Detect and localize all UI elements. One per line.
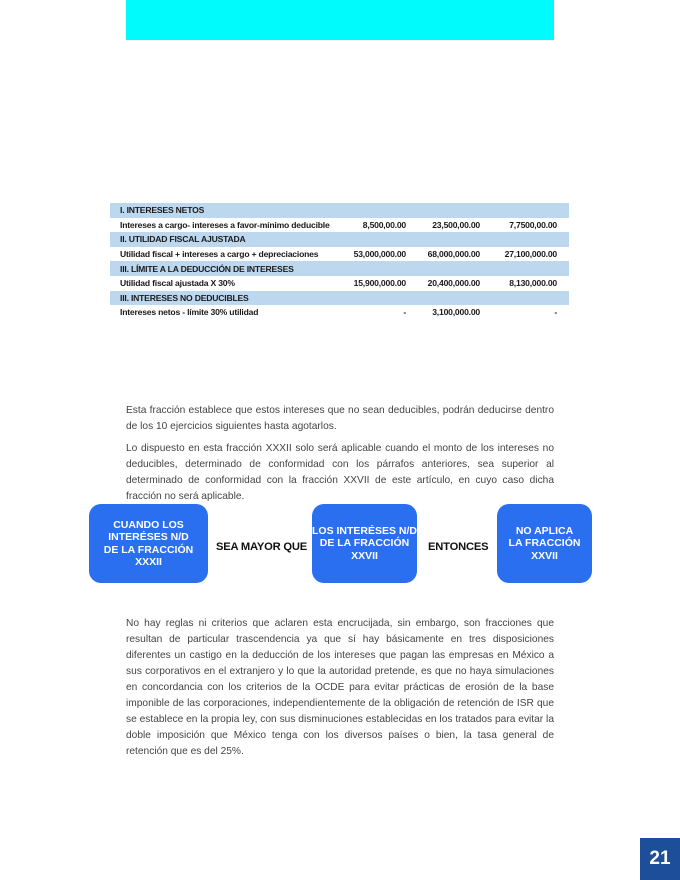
row-value: 3,100,000.00 [432, 307, 480, 318]
row-label: III. LÍMITE A LA DEDUCCIÓN DE INTERESES [120, 263, 294, 274]
row-value: 8,500,00.00 [362, 219, 406, 230]
row-label: II. UTILIDAD FISCAL AJUSTADA [120, 234, 246, 245]
table-row [110, 276, 569, 291]
row-label: Intereses netos - límite 30% utilidad [120, 307, 259, 318]
flow-box-fraccion-xxxii: CUANDO LOS INTERÉSES N/D DE LA FRACCIÓN XXXII [89, 504, 208, 583]
row-value: 7,7500,00.00 [509, 219, 557, 230]
row-label: Intereses a cargo- intereses a favor-mínimo deducible [120, 219, 330, 230]
table-section-header [110, 291, 569, 306]
page-number: 21 [640, 838, 680, 880]
row-value: - [554, 307, 557, 318]
top-color-band [126, 0, 554, 40]
paragraph-analysis: No hay reglas ni criterios que aclaren esta encrucijada, sin embargo, son fracciones que resultan de particular trascendencia ya que sí hay básicamente en tres disposiciones diferentes un castigo en la deducción de los intereses que pagan las empresas en México a sus corporativos en el extranjero y lo que la autoridad pretende, es que no haya simulaciones en concordancia con los criterios de la OCDE para evitar prácticas de erosión de la base imponible de las corporaciones, independientemente de la obligación de retención de ISR que se establece en la propia ley, con sus disminuciones establecidas en los tratados para evitar la doble imposición que México tenga con los diversos países o bien, la tasa general de retención que es del 25%. [126, 618, 554, 758]
row-value: 53,000,000.00 [353, 249, 406, 260]
paragraph-carryforward: Esta fracción establece que estos intereses que no sean deducibles, podrán deducirse dentro de los 10 ejercicios siguientes hasta agotarlos. [126, 405, 554, 433]
row-value: 23,500,00.00 [432, 219, 480, 230]
row-value: 27,100,000.00 [504, 249, 557, 260]
table-row [110, 218, 569, 233]
flow-connector-mayor: SEA MAYOR QUE [216, 541, 308, 553]
row-label: Utilidad fiscal ajustada X 30% [120, 278, 235, 289]
paragraph-applicability: Lo dispuesto en esta fracción XXXII solo será aplicable cuando el monto de los intereses no deducibles, determinado de conformidad con los párrafos anteriores, sea superior al determinado de conformidad con la fracción XXVII de este artículo, en cuyo caso dicha fracción no será aplicable. [126, 443, 554, 503]
table-section-header [110, 203, 569, 218]
row-label: Utilidad fiscal + intereses a cargo + depreciaciones [120, 249, 319, 260]
row-value: 20,400,000.00 [427, 278, 480, 289]
interest-table [110, 203, 569, 320]
flow-connector-entonces: ENTONCES [428, 541, 489, 553]
table-section-header [110, 232, 569, 247]
table-section-header [110, 261, 569, 276]
row-value: - [403, 307, 406, 318]
row-value: 15,900,000.00 [353, 278, 406, 289]
flow-box-no-aplica: NO APLICA LA FRACCIÓN XXVII [497, 504, 592, 583]
table-row [110, 305, 569, 320]
row-value: 8,130,000.00 [509, 278, 557, 289]
row-label: III. INTERESES NO DEDUCIBLES [120, 292, 249, 303]
table-row [110, 247, 569, 262]
row-value: 68,000,000.00 [427, 249, 480, 260]
row-label: I. INTERESES NETOS [120, 205, 205, 216]
flow-box-fraccion-xxvii: LOS INTERÉSES N/D DE LA FRACCIÓN XXVII [312, 504, 417, 583]
